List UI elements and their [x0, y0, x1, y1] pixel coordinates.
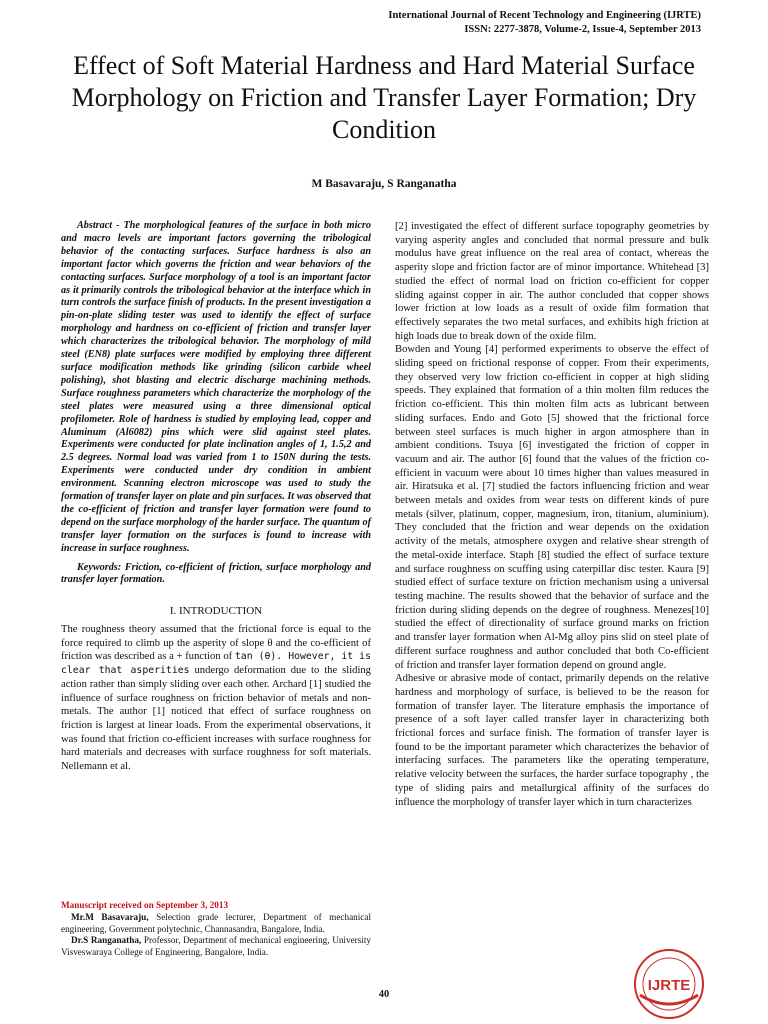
author2-text: Professor, Department of mechanical engineering, University Visveswaraya College of Engineering, Bangalore, India.: [61, 935, 371, 958]
right-paragraph-2: Bowden and Young [4] performed experiments to observe the effect of sliding speed on frictional response of copper. From their experiments, they observed very low friction co-efficient in copper at high sliding speeds. They explained that formation of a thin molten film reduces the friction co-efficient. This thin molten film acts as lubricant between sliding surfaces. Endo and Goto [5] showed that the frictional force between steel surfaces is much higher in argon atmosphere than in ambient conditions. Tsuya [6] investigated the friction of copper in vacuum and air. The author [6] found that the values of the friction co-efficient in vacuum were about 10 times higher than values measured in air. Hiratsuka et al. [7] studied the factors influencing friction and wear between metals and oxides from wear tests on different kinds of pure metals (silver, platinum, copper, magnesium, iron, titanium, aluminium). They concluded that the friction and wear depends on the oxidation activity of the metals, atmosphere oxygen and relative shear strength of the metal-oxide interface. Staph [8] studied the effect of surface texture and surface roughness on scuffing using caterpillar disc tester. Kaura [9] studied effect of surface texture on friction mechanism using a universal testing machine. The results showed that the behavior of surface and the friction during sliding depends on the degree of roughness. Menezes[10] studied the effect of directionality of surface ground marks on friction and transfer layer formation when Al-Mg alloy pins slid on steel plate of different surface roughness and author concluded that both Co-efficient of friction and transfer layer formation depend on ground angle.: [395, 344, 709, 671]
author1-affiliation: [61, 912, 371, 936]
abstract: Abstract - The morphological features of the surface in both micro and macro levels are important factors governing the tribological behavior of the contacting surfaces. Surface hardness is also an important factor which governs the friction and wear behaviors of the contacting surfaces. Surface morphology of a tool is an important factor as it primarily controls the tribological behavior at the interface which in turn controls the surface finish of products. In the present investigation a pin-on-plate sliding tester was used to identify the effect of surface morphology and hardness on co-efficient of friction and transfer layer which characterizes the tribological behavior. The morphology of mild steel (EN8) plate surfaces were modified by employing three different surface modification methods like grinding (silicon carbide wheel polishing), shot blasting and electric discharge machining methods. Surface roughness parameters which characterize the morphology of the steel plates were measured using a three dimensional optical profilometer. Role of hardness is studied by employing lead, copper and Aluminum (Al6082) pins which were slid against steel plates. Experiments were conducted for plate inclination angles of 1, 1.5,2 and 2.5 degrees. Normal load was varied from 1 to 150N during the tests. Experiments were conducted under dry condition in ambient environment. Scanning electron microscope was used to study the formation of transfer layer on plate and pin surfaces. It was observed that the co-efficient of friction and transfer layer formation were found to depend on the surface morphology of the harder surface. The quantum of transfer layer formation on the surfaces is found to increase with increase in surface roughness.: [61, 220, 371, 554]
keywords: Keywords: Friction, co-efficient of friction, surface morphology and transfer layer formation.: [61, 561, 371, 586]
intro-text-1: The roughness theory assumed that the frictional force is equal to the force required to climb up the asperity of slope: [61, 624, 371, 649]
journal-issn: ISSN: 2277-3878, Volume-2, Issue-4, September 2013: [464, 24, 701, 35]
ijrte-logo: [628, 943, 710, 1021]
page-number: 40: [378, 989, 390, 1000]
intro-text-2: and the co-efficient of friction was described as a + function of: [61, 637, 372, 663]
author1-name: Mr.M Basavaraju,: [71, 911, 149, 922]
author1-text: Selection grade lecturer, Department of mechanical engineering, Government polytechnic, Channasandra, Bangalore, India.: [61, 911, 371, 934]
journal-name: International Journal of Recent Technology and Engineering (IJRTE): [388, 10, 701, 21]
author2-affiliation: [61, 935, 371, 959]
footnotes: [61, 900, 371, 959]
author2-name: Dr.S Ranganatha,: [71, 935, 142, 946]
logo-swoosh: [640, 995, 698, 1004]
right-paragraph-1: [2] investigated the effect of different surface topography geometries by varying asperity angles and concluded that normal pressure and bulk modulus have great influence on the real area of contact, whereas the asperity slope and friction factor are of minor importance. Whitehead [3] studied the effect of normal load on friction co-efficient for copper sliding against copper in air. The author concluded that copper shows lower friction at low loads as a result of oxide film formation that effectively separates the two metal surfaces, and exhibits high friction at high loads due to break down of the oxide film.: [395, 221, 709, 342]
right-column: [395, 220, 709, 809]
logo-text: IJRTE: [647, 977, 691, 994]
journal-header: [388, 9, 701, 37]
paper-title: Effect of Soft Material Hardness and Hard Material Surface Morphology on Friction and Transfer Layer Formation; Dry Condition: [71, 51, 697, 144]
right-paragraph-3: Adhesive or abrasive mode of contact, primarily depends on the relative hardness and morphology of surface, is believed to be the reason for formation of transfer layer. The literature emphasis the importance of presence of a soft layer called transfer layer in characterizing both frictional forces and surface finish. The formation of transfer layer is found to be the important parameter which characterizes the behavior of interfacing surfaces. The parameters like the operating temperature, relative velocity between the surfaces, the harder surface topography , the type of sliding pairs and metallurgical affinity of the surfaces do influence the morphology of transfer layer which in turn characterizes: [395, 673, 709, 808]
author-list: M Basavaraju, S Ranganatha: [311, 178, 457, 190]
manuscript-received: Manuscript received on September 3, 2013: [61, 900, 229, 910]
left-column: [61, 220, 371, 774]
section-heading-introduction: I. INTRODUCTION: [169, 605, 263, 618]
intro-mono-text: tan (θ). However, it is clear that asperities: [61, 651, 371, 677]
theta-symbol: θ: [267, 637, 273, 649]
intro-text-3: undergo deformation due to the sliding action rather than simply sliding over each other. Archard [1] studied the influence of surface roughness on friction behavior of metals and non-metals. The author [1] noticed that effect of surface roughness on friction is largest at linear loads. From the experimental observations, it was found that friction co-efficient increases with surface roughness for hard materials and decreases with surface roughness for soft materials. Nellemann et al.: [61, 665, 371, 773]
introduction-paragraph: [61, 623, 371, 774]
